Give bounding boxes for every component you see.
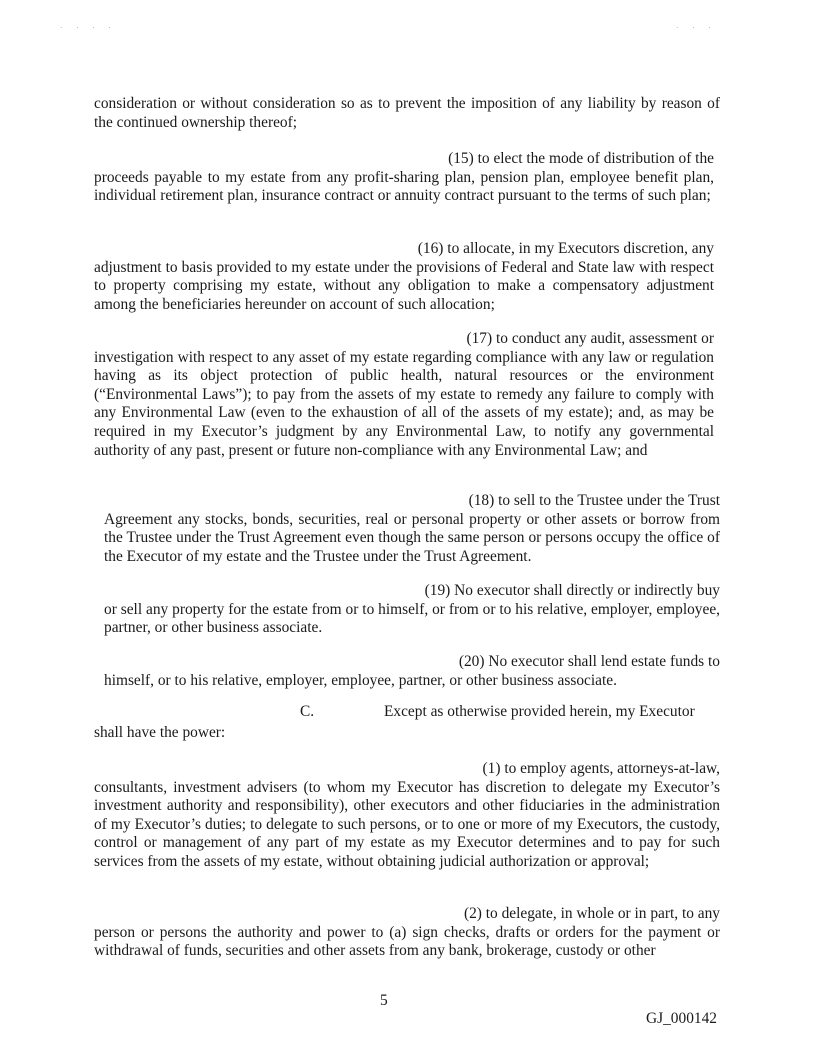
paragraph-body: or sell any property for the estate from or to himself, or from or to his relative, employer, employee, partner, or other business associate. xyxy=(104,600,720,637)
paragraph-15 xyxy=(94,150,714,206)
paragraph-lead: to allocate, in my Executors discretion, any xyxy=(447,240,714,257)
scan-artifact: · · · · xyxy=(60,24,117,32)
paragraph-body: adjustment to basis provided to my estate under the provisions of Federal and State law with respect to property comprising my estate, without any obligation to make a compensatory adjustment among the beneficiaries hereunder on account of such allocation; xyxy=(94,258,714,313)
paragraph-body: person or persons the authority and power to (a) sign checks, drafts or orders for the payment or withdrawal of funds, securities and other assets from any bank, brokerage, custody or other xyxy=(94,923,720,960)
scan-artifact: · · · xyxy=(676,24,717,32)
paragraph-continuation xyxy=(94,95,720,132)
paragraph-number: (15) xyxy=(448,150,474,167)
section-heading-text: Except as otherwise provided herein, my Executor xyxy=(384,703,695,720)
paragraph-body: investigation with respect to any asset of my estate regarding compliance with any law or regulation having as its object protection of public health, natural resources or the environment (“Environmental Laws”); to pay from the assets of my estate to remedy any failure to comply with any Environmental Law (even to the exhaustion of all of the assets of my estate); and, as may be required in my Executor’s judgment by any Environmental Law, to notify any governmental authority of any past, present or future non-compliance with any Environmental Law; and xyxy=(94,348,714,459)
paragraph-number: (17) xyxy=(466,330,493,347)
paragraph-number: (20) xyxy=(458,653,485,670)
paragraph-lead: No executor shall directly or indirectly buy xyxy=(454,582,720,599)
paragraph-number: (1) xyxy=(482,760,501,777)
paragraph-number: (16) xyxy=(417,240,444,257)
paragraph-number: (2) xyxy=(463,905,482,922)
paragraph-body: consideration or without consideration so as to prevent the imposition of any liability by reason of the continued ownership thereof; xyxy=(94,95,720,131)
paragraph-19 xyxy=(104,582,720,638)
paragraph-16 xyxy=(94,240,714,314)
page-number: 5 xyxy=(380,992,388,1009)
section-continuation: shall have the power: xyxy=(94,724,226,741)
section-letter: C. xyxy=(300,703,315,720)
paragraph-lead: to employ agents, attorneys-at-law, xyxy=(504,760,720,777)
bates-number: GJ_000142 xyxy=(646,1010,717,1027)
paragraph-body: consultants, investment advisers (to whom my Executor has discretion to delegate my Executor’s investment authority and responsibility), other executors and other fiduciaries in the administration of my Executor’s duties; to delegate to such persons, or to one or more of my Executors, the custody, control or management of any part of my estate as my Executor determines and to pay for such services from the assets of my estate, without obtaining judicial authorization or approval; xyxy=(94,778,720,870)
paragraph-body: proceeds payable to my estate from any profit-sharing plan, pension plan, employee benefit plan, individual retirement plan, insurance contract or annuity contract pursuant to the terms of such plan; xyxy=(94,168,714,205)
paragraph-17 xyxy=(94,330,714,460)
paragraph-number: (19) xyxy=(424,582,451,599)
paragraph-c-1 xyxy=(94,760,720,872)
paragraph-20 xyxy=(104,653,720,690)
paragraph-body: Agreement any stocks, bonds, securities, real or personal property or other assets or borrow from the Trustee under the Trust Agreement even though the same person or persons occupy the office of the Executor of my estate and the Trustee under the Trust Agreement. xyxy=(104,510,720,565)
paragraph-lead: to conduct any audit, assessment or xyxy=(496,330,714,347)
paragraph-body: himself, or to his relative, employer, employee, partner, or other business associate. xyxy=(104,671,617,689)
paragraph-lead: to delegate, in whole or in part, to any xyxy=(485,905,720,922)
paragraph-c-2 xyxy=(94,905,720,961)
paragraph-lead: to sell to the Trustee under the Trust xyxy=(498,492,720,509)
paragraph-lead: to elect the mode of distribution of the xyxy=(477,150,714,167)
paragraph-number: (18) xyxy=(468,492,495,509)
paragraph-lead: No executor shall lend estate funds to xyxy=(488,653,720,670)
paragraph-18 xyxy=(104,492,720,566)
